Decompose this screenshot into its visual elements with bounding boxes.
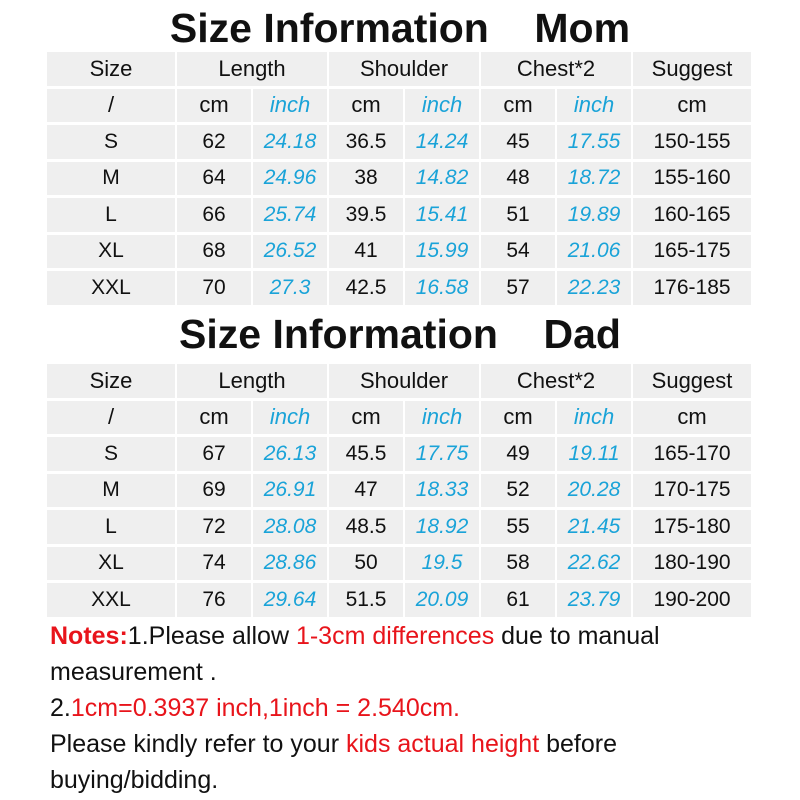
inch-cell: 21.06: [557, 235, 631, 269]
inch-cell: 14.82: [405, 162, 479, 196]
unit-cell: inch: [557, 89, 631, 123]
inch-cell: 24.18: [253, 125, 327, 159]
suggest-cell: 180-190: [633, 547, 751, 581]
mom-header-row: [47, 52, 751, 86]
unit-cell: inch: [405, 401, 479, 435]
value-cell: 74: [177, 547, 251, 581]
suggest-cell: 165-175: [633, 235, 751, 269]
dad-size-table: [45, 361, 753, 620]
dad-header-row: [47, 364, 751, 398]
value-cell: 41: [329, 235, 403, 269]
header-size: Size: [47, 52, 175, 86]
inch-cell: 18.92: [405, 510, 479, 544]
size-cell: M: [47, 474, 175, 508]
size-cell: S: [47, 437, 175, 471]
unit-cell: inch: [253, 89, 327, 123]
value-cell: 64: [177, 162, 251, 196]
inch-cell: 26.13: [253, 437, 327, 471]
value-cell: 45: [481, 125, 555, 159]
inch-cell: 22.23: [557, 271, 631, 305]
inch-cell: 22.62: [557, 547, 631, 581]
value-cell: 50: [329, 547, 403, 581]
unit-cell: inch: [405, 89, 479, 123]
unit-cell: cm: [329, 89, 403, 123]
note-number: 2.: [50, 694, 71, 722]
value-cell: 42.5: [329, 271, 403, 305]
value-cell: 45.5: [329, 437, 403, 471]
unit-cell: cm: [481, 89, 555, 123]
value-cell: 55: [481, 510, 555, 544]
value-cell: 38: [329, 162, 403, 196]
unit-cell: /: [47, 89, 175, 123]
table-row: [47, 474, 751, 508]
inch-cell: 21.45: [557, 510, 631, 544]
suggest-cell: 160-165: [633, 198, 751, 232]
table-row: [47, 437, 751, 471]
dad-units-row: [47, 401, 751, 435]
value-cell: 57: [481, 271, 555, 305]
table-row: [47, 547, 751, 581]
size-cell: M: [47, 162, 175, 196]
inch-cell: 18.33: [405, 474, 479, 508]
inch-cell: 17.75: [405, 437, 479, 471]
unit-cell: cm: [633, 89, 751, 123]
table-row: [47, 510, 751, 544]
suggest-cell: 155-160: [633, 162, 751, 196]
value-cell: 67: [177, 437, 251, 471]
unit-cell: /: [47, 401, 175, 435]
value-cell: 36.5: [329, 125, 403, 159]
value-cell: 54: [481, 235, 555, 269]
value-cell: 72: [177, 510, 251, 544]
inch-cell: 15.41: [405, 198, 479, 232]
unit-cell: cm: [177, 89, 251, 123]
inch-cell: 18.72: [557, 162, 631, 196]
value-cell: 69: [177, 474, 251, 508]
header-length: Length: [177, 52, 327, 86]
inch-cell: 19.5: [405, 547, 479, 581]
inch-cell: 27.3: [253, 271, 327, 305]
value-cell: 47: [329, 474, 403, 508]
inch-cell: 19.11: [557, 437, 631, 471]
unit-cell: cm: [177, 401, 251, 435]
note-text: Please kindly refer to your: [50, 730, 346, 758]
suggest-cell: 165-170: [633, 437, 751, 471]
unit-cell: cm: [329, 401, 403, 435]
header-length: Length: [177, 364, 327, 398]
header-chest: Chest*2: [481, 52, 631, 86]
suggest-cell: 170-175: [633, 474, 751, 508]
dad-size-title: Size Information Dad: [179, 311, 621, 357]
note-text: due to manual measurement .: [50, 622, 660, 686]
inch-cell: 28.86: [253, 547, 327, 581]
inch-cell: 25.74: [253, 198, 327, 232]
note-highlight: 1cm=0.3937 inch,1inch = 2.540cm.: [70, 694, 460, 722]
inch-cell: 15.99: [405, 235, 479, 269]
table-row: [47, 198, 751, 232]
suggest-cell: 176-185: [633, 271, 751, 305]
value-cell: 61: [481, 583, 555, 617]
inch-cell: 24.96: [253, 162, 327, 196]
inch-cell: 28.08: [253, 510, 327, 544]
header-suggest: Suggest: [633, 364, 751, 398]
size-cell: L: [47, 198, 175, 232]
value-cell: 70: [177, 271, 251, 305]
size-cell: XL: [47, 547, 175, 581]
note-line-1: [50, 618, 770, 690]
value-cell: 39.5: [329, 198, 403, 232]
notes-section: [50, 618, 770, 798]
suggest-cell: 175-180: [633, 510, 751, 544]
mom-units-row: [47, 89, 751, 123]
value-cell: 62: [177, 125, 251, 159]
unit-cell: cm: [633, 401, 751, 435]
suggest-cell: 150-155: [633, 125, 751, 159]
unit-cell: inch: [557, 401, 631, 435]
table-row: [47, 583, 751, 617]
unit-cell: inch: [253, 401, 327, 435]
inch-cell: 26.52: [253, 235, 327, 269]
inch-cell: 16.58: [405, 271, 479, 305]
size-cell: XL: [47, 235, 175, 269]
value-cell: 51: [481, 198, 555, 232]
inch-cell: 19.89: [557, 198, 631, 232]
value-cell: 48: [481, 162, 555, 196]
mom-size-table: [45, 49, 753, 308]
header-shoulder: Shoulder: [329, 52, 479, 86]
unit-cell: cm: [481, 401, 555, 435]
value-cell: 76: [177, 583, 251, 617]
value-cell: 49: [481, 437, 555, 471]
note-line-2: [50, 690, 770, 726]
value-cell: 58: [481, 547, 555, 581]
value-cell: 66: [177, 198, 251, 232]
note-highlight: 1-3cm differences: [295, 622, 495, 650]
table-row: [47, 271, 751, 305]
note-highlight: kids actual height: [345, 730, 540, 758]
value-cell: 52: [481, 474, 555, 508]
table-row: [47, 125, 751, 159]
inch-cell: 29.64: [253, 583, 327, 617]
mom-size-title: Size Information Mom: [169, 5, 631, 51]
header-shoulder: Shoulder: [329, 364, 479, 398]
size-cell: S: [47, 125, 175, 159]
suggest-cell: 190-200: [633, 583, 751, 617]
header-chest: Chest*2: [481, 364, 631, 398]
notes-label: Notes:: [50, 622, 128, 650]
size-cell: XXL: [47, 271, 175, 305]
note-text: 1.Please allow: [127, 622, 296, 650]
table-row: [47, 162, 751, 196]
header-size: Size: [47, 364, 175, 398]
value-cell: 51.5: [329, 583, 403, 617]
inch-cell: 17.55: [557, 125, 631, 159]
inch-cell: 23.79: [557, 583, 631, 617]
value-cell: 68: [177, 235, 251, 269]
size-cell: L: [47, 510, 175, 544]
value-cell: 48.5: [329, 510, 403, 544]
inch-cell: 20.28: [557, 474, 631, 508]
inch-cell: 14.24: [405, 125, 479, 159]
header-suggest: Suggest: [633, 52, 751, 86]
inch-cell: 20.09: [405, 583, 479, 617]
table-row: [47, 235, 751, 269]
inch-cell: 26.91: [253, 474, 327, 508]
size-cell: XXL: [47, 583, 175, 617]
note-line-3: [50, 726, 770, 798]
note-text: before buying/bidding.: [50, 730, 618, 794]
